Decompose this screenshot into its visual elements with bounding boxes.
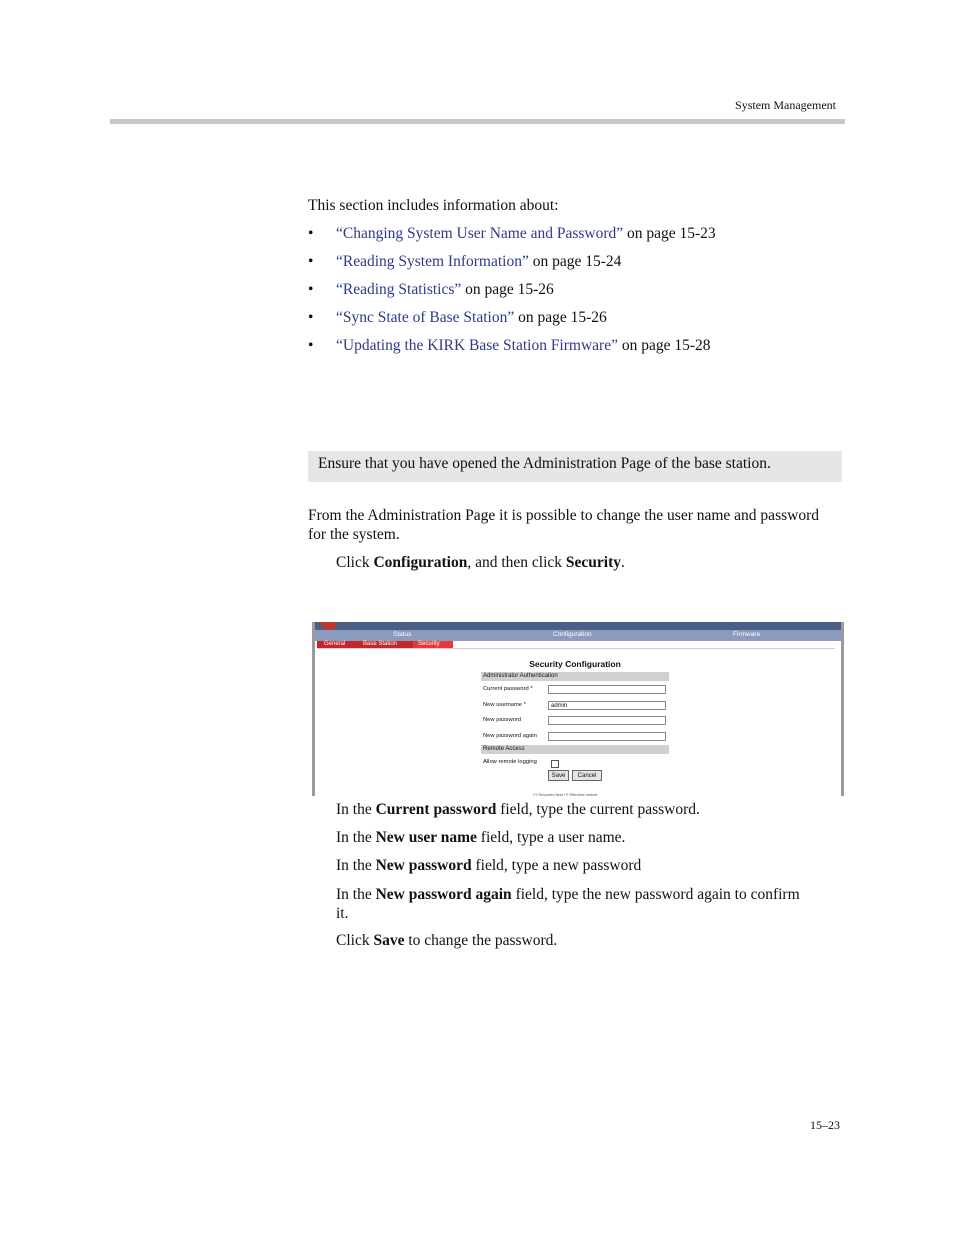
new-username-label: New username * <box>483 702 526 708</box>
section-remote-access: Remote Access <box>481 745 669 754</box>
step-text: field, type the new password again to confirm it. <box>336 886 800 922</box>
current-password-label: Current password * <box>483 686 533 692</box>
tab-security[interactable]: Security <box>418 641 440 647</box>
form-title: Security Configuration <box>529 659 621 669</box>
link-sync-state[interactable]: “Sync State of Base Station” <box>336 309 515 326</box>
link-reading-system-info[interactable]: “Reading System Information” <box>336 253 529 270</box>
link-updating-firmware[interactable]: “Updating the KIRK Base Station Firmware” <box>336 337 618 354</box>
page-number: 15–23 <box>810 1118 840 1132</box>
divider <box>317 648 835 649</box>
step-text: Click <box>336 554 374 571</box>
step-current-password <box>336 800 836 819</box>
list-item <box>308 252 716 280</box>
page-ref: on page 15-26 <box>461 281 554 298</box>
security-config-screenshot <box>312 622 844 796</box>
sub-menu <box>317 641 453 648</box>
menu-firmware[interactable]: Firmware <box>733 631 761 638</box>
prerequisite-note <box>308 451 842 482</box>
list-item <box>308 308 716 336</box>
step-text: In the <box>336 801 376 818</box>
new-password-label: New password <box>483 717 522 723</box>
step-text: , and then click <box>467 554 566 571</box>
bullet-glyph: • <box>308 225 314 242</box>
page-ref: on page 15-24 <box>528 253 622 270</box>
step-emphasis: Configuration <box>373 554 468 571</box>
step-emphasis: Security <box>565 554 622 571</box>
bullet-glyph: • <box>308 253 314 270</box>
main-menu <box>315 630 841 641</box>
step-text: In the <box>336 857 376 874</box>
save-button[interactable]: Save <box>548 770 569 781</box>
step-new-user-name <box>336 828 836 847</box>
tab-general[interactable]: General <box>324 641 346 647</box>
step-text: field, type the current password. <box>496 801 700 818</box>
step-text: Click <box>336 932 374 949</box>
link-changing-password[interactable]: “Changing System User Name and Password” <box>336 225 624 242</box>
step-text: to change the password. <box>404 932 558 949</box>
step-emphasis: Save <box>373 932 405 949</box>
topic-list <box>308 224 716 364</box>
step-text: In the <box>336 886 376 903</box>
page-ref: on page 15-28 <box>617 337 711 354</box>
header-rule <box>110 119 845 124</box>
bullet-glyph: • <box>308 281 314 298</box>
new-username-input[interactable]: admin <box>548 701 666 710</box>
list-item <box>308 224 716 252</box>
step-emphasis: New user name <box>375 829 477 846</box>
step-text: . <box>621 554 625 571</box>
step-1 <box>336 553 836 572</box>
footnote: (*) Required field (*) Effective restart <box>533 792 598 796</box>
cancel-button[interactable]: Cancel <box>572 770 602 781</box>
menu-configuration[interactable]: Configuration <box>553 631 592 638</box>
allow-remote-logging-checkbox[interactable] <box>551 760 559 768</box>
list-item <box>308 336 716 364</box>
step-emphasis: Current password <box>375 801 497 818</box>
link-reading-statistics[interactable]: “Reading Statistics” <box>336 281 462 298</box>
step-text: field, type a user name. <box>476 829 626 846</box>
step-new-password-again <box>336 885 806 923</box>
new-password-input[interactable] <box>548 716 666 725</box>
step-text: In the <box>336 829 376 846</box>
step-emphasis: New password again <box>375 886 512 903</box>
bullet-glyph: • <box>308 337 314 354</box>
section-admin-auth: Administrator Authentication <box>481 672 669 681</box>
new-password-again-input[interactable] <box>548 732 666 741</box>
app-banner <box>315 622 841 630</box>
menu-status[interactable]: Status <box>393 631 412 638</box>
intro-text: This section includes information about: <box>308 197 559 214</box>
page-ref: on page 15-26 <box>514 309 607 326</box>
allow-remote-logging-label: Allow remote logging <box>483 759 537 765</box>
current-password-input[interactable] <box>548 685 666 694</box>
bullet-glyph: • <box>308 309 314 326</box>
tab-base-station[interactable]: Base Station <box>363 641 398 647</box>
running-header: System Management <box>735 98 836 112</box>
body-paragraph: From the Administration Page it is possible to change the user name and password for the system. <box>308 507 819 543</box>
step-new-password <box>336 856 836 875</box>
step-save <box>336 931 836 950</box>
step-emphasis: New password <box>375 857 472 874</box>
note-text: Ensure that you have opened the Administration Page of the base station. <box>318 455 771 472</box>
list-item <box>308 280 716 308</box>
new-password-again-label: New password again <box>483 733 537 739</box>
page-ref: on page 15-23 <box>623 225 716 242</box>
step-text: field, type a new password <box>471 857 642 874</box>
